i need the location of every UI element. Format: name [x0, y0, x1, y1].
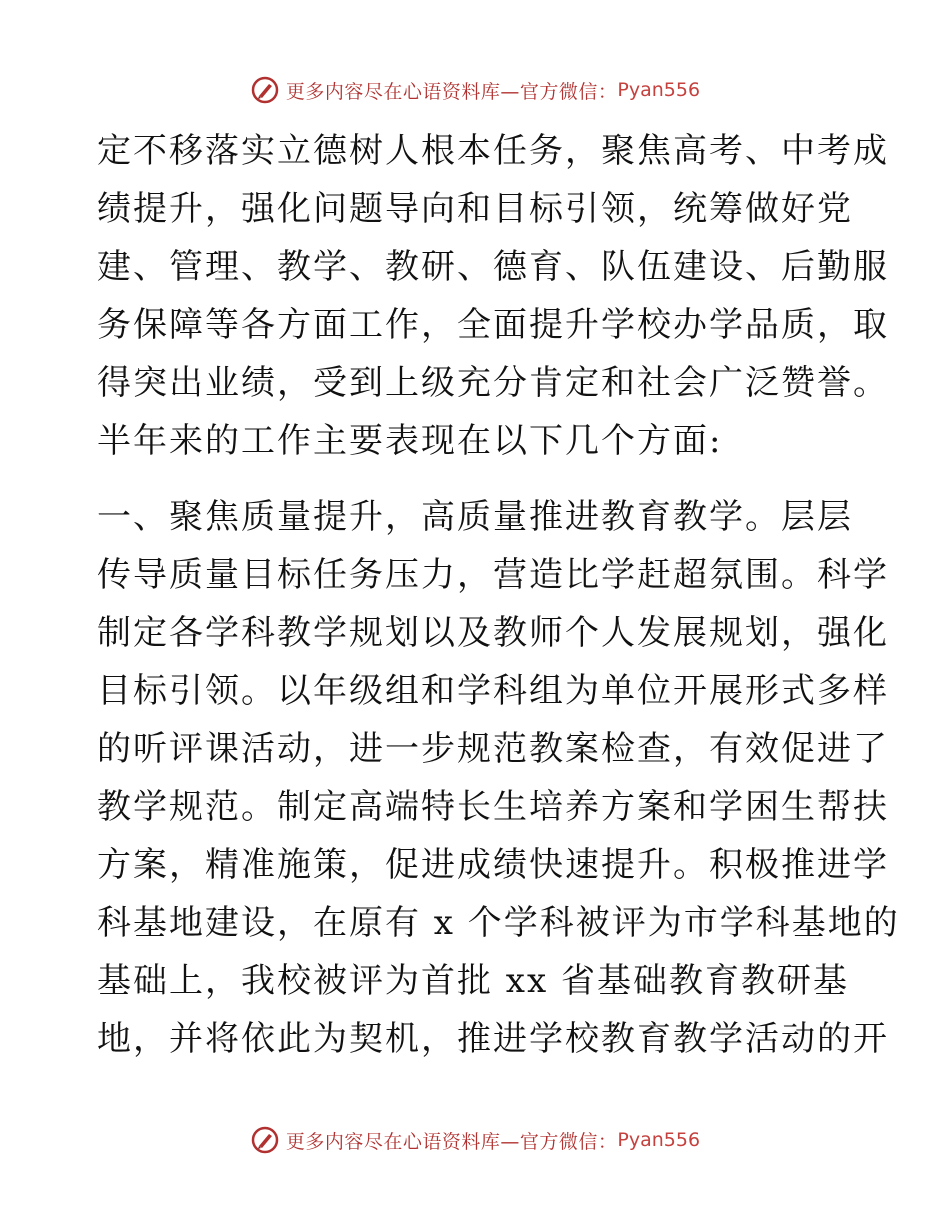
text-line: 地，并将依此为契机，推进学校教育教学活动的开 [97, 1019, 889, 1059]
footer-banner [0, 1122, 950, 1158]
text-line: 绩提升，强化问题导向和目标引领，统筹做好党 [97, 189, 853, 229]
text-line: 的听评课活动，进一步规范教案检查，有效促进了 [97, 729, 889, 769]
text-line: 定不移落实立德树人根本任务，聚焦高考、中考成 [97, 131, 889, 171]
footer-wechat-id: Pyan556 [617, 1129, 701, 1151]
text-line: 得突出业绩，受到上级充分肯定和社会广泛赞誉。 [97, 363, 889, 403]
paragraph-2 [97, 488, 900, 1068]
text-line: 务保障等各方面工作，全面提升学校办学品质，取 [97, 305, 889, 345]
paragraph-1 [97, 122, 889, 470]
header-wechat-id: Pyan556 [617, 79, 701, 101]
text-line: 目标引领。以年级组和学科组为单位开展形式多样 [97, 671, 889, 711]
text-line: 制定各学科教学规划以及教师个人发展规划，强化 [97, 613, 889, 653]
header-banner-text: 更多内容尽在心语资料库—官方微信： [285, 80, 618, 103]
text-line: 一、聚焦质量提升，高质量推进教育教学。层层 [97, 497, 853, 537]
text-line: 科基地建设，在原有 x 个学科被评为市学科基地的 [97, 903, 900, 943]
document-body [97, 122, 900, 1068]
text-line: 建、管理、教学、教研、德育、队伍建设、后勤服 [97, 247, 889, 287]
text-line: 传导质量目标任务压力，营造比学赶超氛围。科学 [97, 555, 889, 595]
pen-circle-logo-icon [250, 1125, 280, 1155]
footer-banner-text: 更多内容尽在心语资料库—官方微信： [285, 1130, 618, 1153]
header-banner [0, 72, 950, 108]
text-line: 教学规范。制定高端特长生培养方案和学困生帮扶 [97, 787, 889, 827]
pen-circle-logo-icon [250, 75, 280, 105]
text-line: 半年来的工作主要表现在以下几个方面: [97, 421, 723, 461]
text-line: 基础上，我校被评为首批 xx 省基础教育教研基 [97, 961, 849, 1001]
text-line: 方案，精准施策，促进成绩快速提升。积极推进学 [97, 845, 889, 885]
